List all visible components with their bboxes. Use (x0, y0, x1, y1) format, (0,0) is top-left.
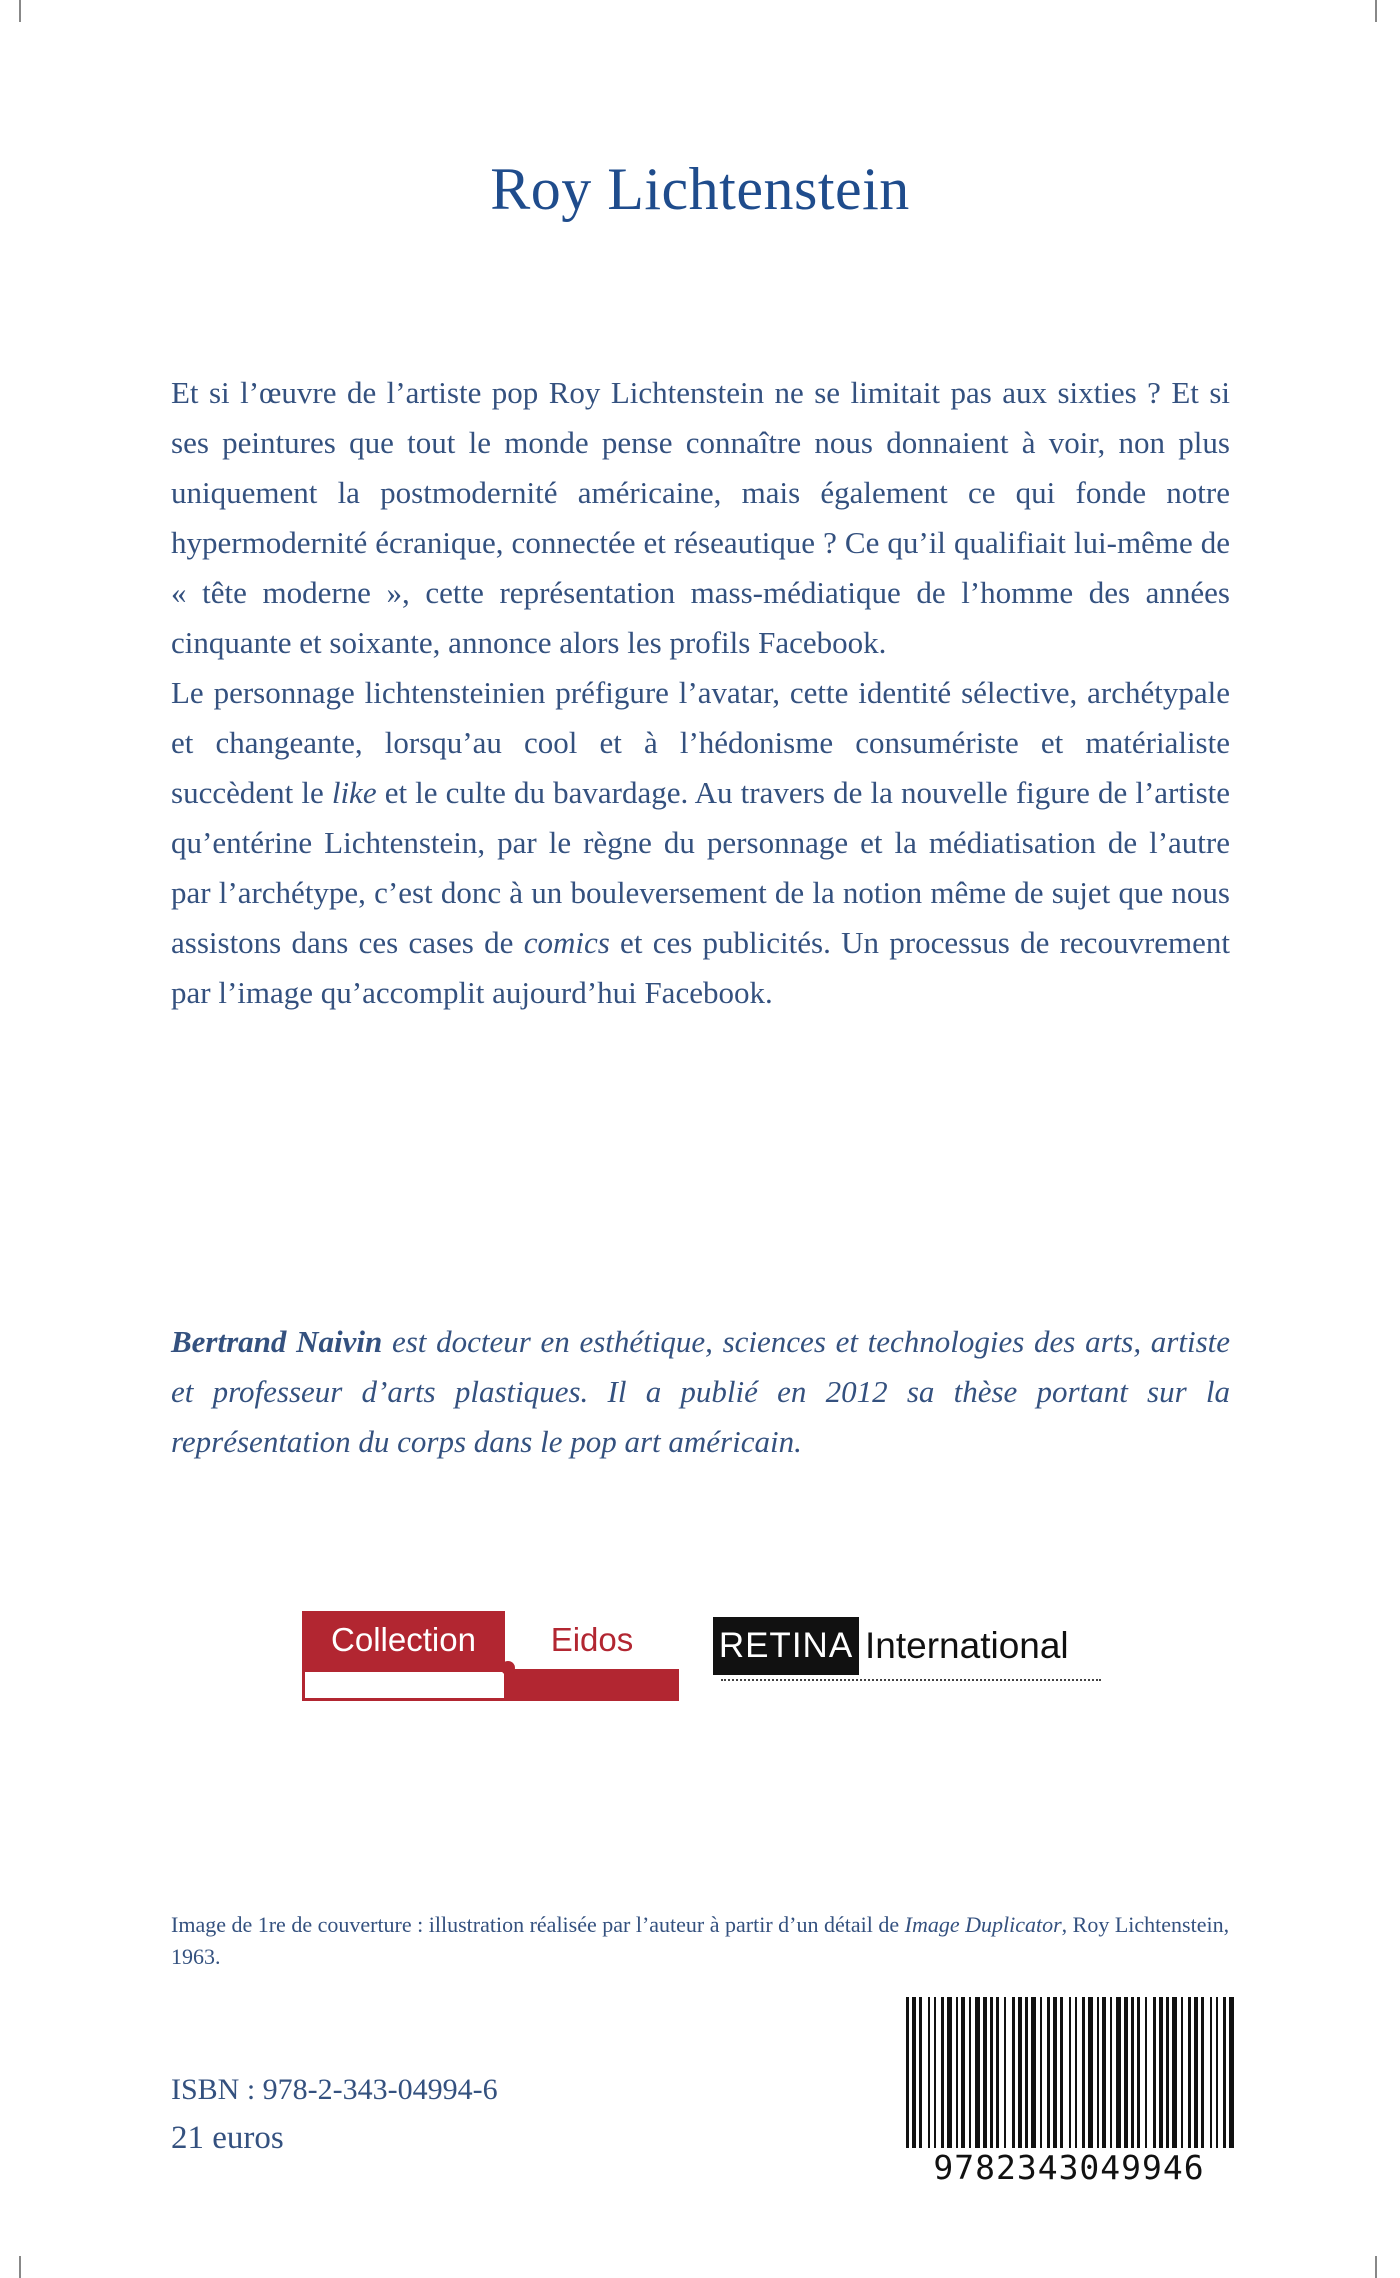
blurb-text: et ces publicités. Un processus de recouvrement par l’image qu’accomplit aujourd’hui Facebook. (171, 925, 1231, 1010)
barcode-bar (1116, 1997, 1121, 2162)
barcode-bar (1082, 1997, 1085, 2162)
barcode-bars (898, 1997, 1240, 2162)
barcode-bar (1004, 1997, 1006, 2162)
barcode-bar (1172, 1997, 1177, 2162)
barcode-bar (1229, 1997, 1234, 2162)
credit-work-title: Image Duplicator (904, 1912, 1062, 1937)
barcode-bar (1088, 1997, 1093, 2162)
barcode-bar (1025, 1997, 1028, 2162)
barcode-bar (1166, 1997, 1169, 2162)
author-bio (171, 1317, 1230, 1467)
barcode-bar (1102, 1997, 1106, 2162)
barcode-bar (1031, 1997, 1036, 2162)
barcode (898, 1997, 1240, 2167)
book-title: Roy Lichtenstein (490, 156, 910, 222)
barcode-bar (1040, 1997, 1042, 2162)
collection-eidos-logo (302, 1611, 679, 1704)
crop-mark-bottom-right (1375, 2256, 1377, 2278)
barcode-bar (1223, 1997, 1226, 2162)
crop-mark-top-right (1375, 0, 1377, 22)
blurb-paragraph-1: Et si l’œuvre de l’artiste pop Roy Lichtenstein ne se limitait pas aux sixties ? Et si ses peintures que tout le monde pense connaître nous donnaient à voir, non plus uniquement la postmodernité américaine, mais également ce qui fonde notre hypermodernité écranique, connectée et réseautique ? Ce qu’il qualifiait lui-même de « tête moderne », cette représentation mass-médiatique de l’homme des années cinquante et soixante, annonce alors les profils Facebook. (171, 375, 1230, 660)
barcode-bar (1018, 1997, 1022, 2162)
barcode-bar (975, 1997, 980, 2162)
isbn: ISBN : 978-2-343-04994-6 (171, 2073, 498, 2106)
author-bio-text: est docteur en esthétique, sciences et technologies des arts, artiste et professeur d’arts plastiques. Il a publié en 2012 sa thèse portant sur la représentation du corps dans le pop art américain. (171, 1324, 1231, 1459)
credit-text: , Roy Lichtenstein, 1963. (171, 1912, 1230, 1969)
barcode-bar (956, 1997, 958, 2162)
barcode-bar (983, 1997, 987, 2162)
barcode-bar (1060, 1997, 1063, 2162)
collection-logo-dot (501, 1661, 515, 1675)
barcode-bar (1194, 1997, 1198, 2162)
back-cover-blurb (171, 368, 1230, 1018)
barcode-bar (1097, 1997, 1099, 2162)
barcode-bar (934, 1997, 936, 2162)
barcode-bar (1181, 1997, 1183, 2162)
collection-logo-label: Collection (302, 1611, 505, 1669)
barcode-bar (941, 1997, 944, 2162)
author-name: Bertrand Naivin (171, 1324, 383, 1359)
blurb-paragraph-2 (171, 668, 1230, 1018)
blurb-italic-like: like (331, 775, 377, 810)
barcode-bar (1012, 1997, 1015, 2162)
barcode-bar (1069, 1997, 1071, 2162)
barcode-bar (919, 1997, 922, 2162)
cover-image-credit (171, 1909, 1241, 1973)
barcode-number: 9782343049946 (898, 2148, 1240, 2187)
blurb-text: Le personnage lichtensteinien préfigure l’avatar, cette identité sélective, archétypale et changeante, lorsqu’au cool et à l’hédonisme consumériste et matérialiste succèdent le (171, 675, 1230, 810)
barcode-bar (1201, 1997, 1204, 2162)
retina-logo-tagline (721, 1679, 1101, 1686)
barcode-bar (906, 1997, 909, 2162)
credit-text: Image de 1re de couverture : illustration réalisée par l’auteur à partir d’un détail de (171, 1912, 905, 1937)
barcode-bar (1159, 1997, 1163, 2162)
barcode-bar (1047, 1997, 1050, 2162)
barcode-bar (1131, 1997, 1134, 2162)
barcode-bar (1153, 1997, 1156, 2162)
eidos-logo-label: Eidos (550, 1621, 634, 1658)
barcode-bar (947, 1997, 952, 2162)
barcode-bar (969, 1997, 971, 2162)
barcode-bar (1075, 1997, 1077, 2162)
barcode-bar (1137, 1997, 1140, 2162)
barcode-bar (996, 1997, 999, 2162)
price: 21 euros (171, 2120, 284, 2156)
barcode-bar (1053, 1997, 1057, 2162)
barcode-bar (912, 1997, 916, 2162)
barcode-bar (1210, 1997, 1212, 2162)
blurb-italic-comics: comics (523, 925, 610, 960)
blurb-text: et le culte du bavardage. Au travers de la nouvelle figure de l’artiste qu’entérine Lichtenstein, par le règne du personnage et la médiatisation de l’autre par l’archétype, c’est donc à un bouleversement de la notion même de sujet que nous assistons dans ces cases de (171, 775, 1231, 960)
collection-logo-bar (302, 1669, 679, 1701)
barcode-bar (1124, 1997, 1128, 2162)
barcode-bar (961, 1997, 965, 2162)
barcode-bar (1145, 1997, 1147, 2162)
barcode-bar (990, 1997, 993, 2162)
barcode-bar (1188, 1997, 1191, 2162)
barcode-bar (1110, 1997, 1112, 2162)
retina-logo-word: International (865, 1625, 1069, 1666)
retina-international-logo (713, 1617, 1105, 1697)
retina-logo-box: RETINA (713, 1617, 859, 1675)
crop-mark-bottom-left (19, 2256, 21, 2278)
barcode-bar (1216, 1997, 1218, 2162)
crop-mark-top-left (19, 0, 21, 22)
barcode-bar (928, 1997, 930, 2162)
